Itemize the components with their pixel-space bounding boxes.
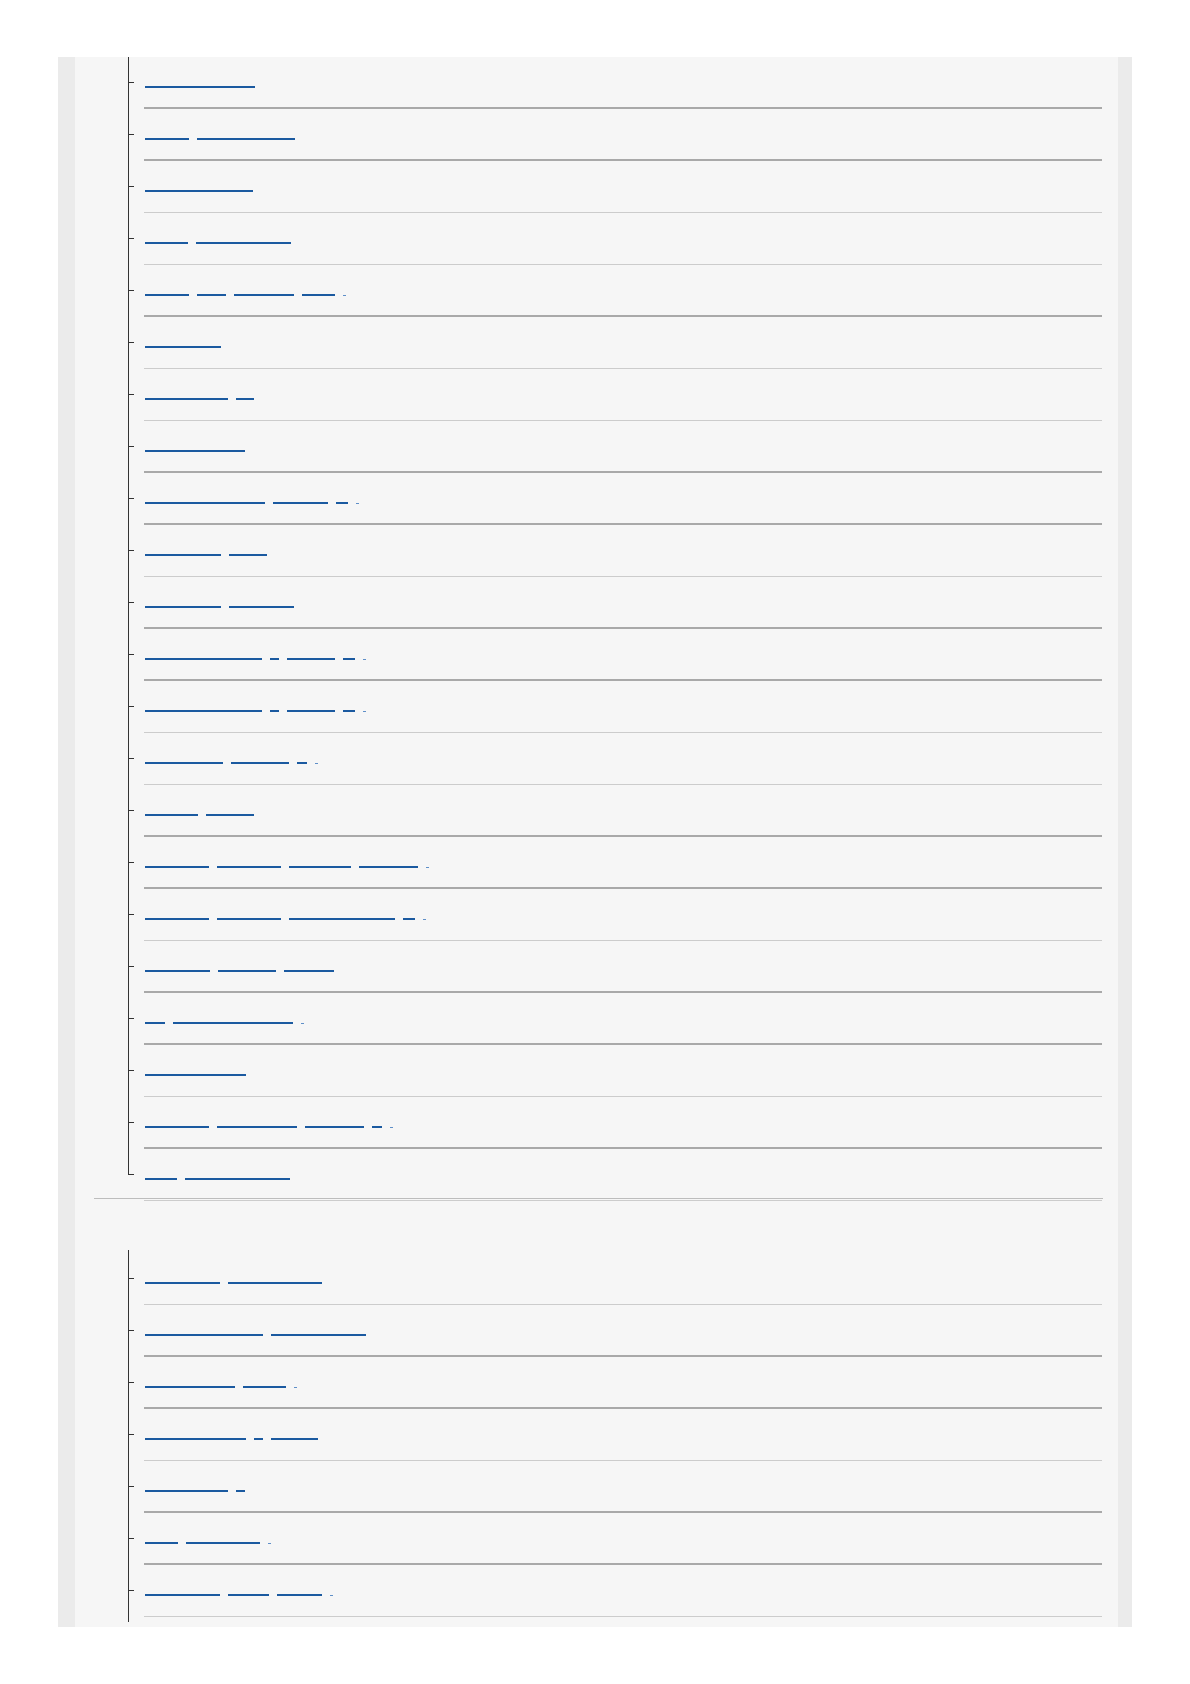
link-underline [271, 1422, 318, 1440]
link-underline [145, 1422, 246, 1440]
tree-branch [128, 1278, 134, 1279]
tree-branch [128, 342, 134, 343]
link-underline [270, 642, 279, 660]
toc-link[interactable] [145, 1266, 330, 1284]
tree-branch [128, 1382, 134, 1383]
toc-item [128, 889, 1102, 941]
link-underline [268, 1526, 271, 1544]
toc-link[interactable] [145, 1578, 333, 1596]
link-underline [294, 1370, 297, 1388]
link-underline [217, 1110, 297, 1128]
tree-branch [128, 1590, 134, 1591]
link-underline [145, 174, 253, 192]
toc-item [128, 161, 1102, 213]
link-underline [145, 486, 265, 504]
link-underline [145, 1058, 246, 1076]
link-underline [426, 850, 429, 868]
link-underline [356, 486, 359, 504]
link-underline [145, 1266, 220, 1284]
tree-branch [128, 1434, 134, 1435]
tree-branch [128, 134, 134, 135]
link-underline [243, 1370, 286, 1388]
section-divider [94, 1198, 1103, 1199]
tree-branch [128, 1330, 134, 1331]
link-underline [228, 1266, 322, 1284]
toc-link[interactable] [145, 538, 275, 556]
link-underline [145, 1006, 165, 1024]
link-underline [363, 694, 366, 712]
tree-branch [128, 1122, 134, 1123]
link-underline [145, 1526, 178, 1544]
link-underline [145, 70, 255, 88]
link-underline [145, 226, 188, 244]
toc-item [128, 1045, 1102, 1097]
tree-branch [128, 914, 134, 915]
tree-branch [128, 186, 134, 187]
toc-item [128, 733, 1102, 785]
link-underline [229, 590, 294, 608]
link-underline [372, 1110, 382, 1128]
toc-group-2 [128, 1253, 1102, 1617]
tree-branch [128, 498, 134, 499]
link-underline [234, 278, 294, 296]
toc-item [128, 1513, 1102, 1565]
toc-link[interactable] [145, 1370, 297, 1388]
tree-branch [128, 290, 134, 291]
toc-link[interactable] [145, 1162, 298, 1180]
link-underline [229, 538, 267, 556]
toc-item [128, 1149, 1102, 1201]
link-underline [145, 1162, 177, 1180]
link-underline [206, 798, 254, 816]
link-underline [145, 590, 221, 608]
toc-item [128, 1305, 1102, 1357]
link-underline [231, 746, 289, 764]
toc-item [128, 629, 1102, 681]
link-underline [254, 1422, 263, 1440]
toc-link[interactable] [145, 798, 262, 816]
link-underline [301, 1006, 304, 1024]
link-underline [403, 902, 415, 920]
tree-branch [128, 1486, 134, 1487]
toc-group-1 [128, 57, 1102, 1201]
link-underline [145, 330, 221, 348]
link-underline [343, 694, 355, 712]
toc-link[interactable] [145, 642, 366, 660]
toc-item [128, 213, 1102, 265]
toc-item [128, 577, 1102, 629]
link-underline [186, 1526, 260, 1544]
link-underline [145, 1110, 209, 1128]
toc-link[interactable] [145, 954, 342, 972]
tree-branch [128, 550, 134, 551]
link-underline [236, 382, 254, 400]
link-underline [423, 902, 426, 920]
toc-item [128, 473, 1102, 525]
toc-link[interactable] [145, 1474, 253, 1492]
link-underline [145, 382, 228, 400]
link-underline [287, 694, 335, 712]
link-underline [305, 1110, 364, 1128]
toc-item [128, 109, 1102, 161]
link-underline [284, 954, 334, 972]
link-underline [173, 1006, 293, 1024]
toc-link[interactable] [145, 1526, 271, 1544]
toc-link[interactable] [145, 850, 429, 868]
toc-item [128, 1253, 1102, 1305]
link-underline [315, 746, 318, 764]
link-underline [145, 1474, 228, 1492]
tree-branch [128, 238, 134, 239]
tree-branch [128, 758, 134, 759]
toc-link[interactable] [145, 1318, 374, 1336]
link-underline [289, 850, 351, 868]
tree-branch [128, 1174, 134, 1175]
toc-link[interactable] [145, 1006, 304, 1024]
toc-item [128, 1097, 1102, 1149]
tree-branch [128, 446, 134, 447]
link-underline [270, 694, 279, 712]
toc-link[interactable] [145, 1110, 393, 1128]
link-underline [343, 642, 355, 660]
link-underline [273, 486, 328, 504]
link-underline [145, 798, 198, 816]
link-underline [217, 850, 281, 868]
link-underline [145, 1578, 220, 1596]
toc-item [128, 57, 1102, 109]
toc-item [128, 681, 1102, 733]
link-underline [145, 902, 209, 920]
tree-branch [128, 82, 134, 83]
link-underline [145, 122, 189, 140]
tree-branch [128, 1538, 134, 1539]
link-underline [363, 642, 366, 660]
link-underline [277, 1578, 322, 1596]
link-underline [297, 746, 307, 764]
link-underline [145, 538, 221, 556]
link-underline [390, 1110, 393, 1128]
tree-branch [128, 706, 134, 707]
link-underline [197, 122, 295, 140]
link-underline [236, 1474, 245, 1492]
link-underline [145, 1370, 235, 1388]
toc-item [128, 317, 1102, 369]
link-underline [145, 642, 262, 660]
toc-link[interactable] [145, 122, 303, 140]
tree-branch [128, 862, 134, 863]
toc-item [128, 993, 1102, 1045]
toc-link[interactable] [145, 226, 299, 244]
tree-branch [128, 1018, 134, 1019]
link-underline [228, 1578, 269, 1596]
toc-link[interactable] [145, 434, 253, 452]
toc-item [128, 265, 1102, 317]
toc-item [128, 1565, 1102, 1617]
toc-link[interactable] [145, 1422, 326, 1440]
toc-link[interactable] [145, 278, 346, 296]
link-underline [287, 642, 335, 660]
toc-link[interactable] [145, 694, 366, 712]
toc-item [128, 1409, 1102, 1461]
link-underline [145, 1318, 263, 1336]
link-underline [218, 954, 276, 972]
toc-link[interactable] [145, 746, 318, 764]
link-underline [145, 434, 245, 452]
toc-link[interactable] [145, 1058, 254, 1076]
toc-link[interactable] [145, 330, 229, 348]
toc-link[interactable] [145, 382, 262, 400]
toc-link[interactable] [145, 902, 426, 920]
toc-link[interactable] [145, 590, 302, 608]
link-underline [145, 278, 189, 296]
link-underline [343, 278, 346, 296]
link-underline [145, 850, 209, 868]
toc-link[interactable] [145, 70, 263, 88]
tree-branch [128, 810, 134, 811]
tree-branch [128, 1070, 134, 1071]
toc-link[interactable] [145, 174, 261, 192]
link-underline [271, 1318, 366, 1336]
link-underline [336, 486, 348, 504]
tree-branch [128, 966, 134, 967]
tree-branch [128, 654, 134, 655]
toc-item [128, 837, 1102, 889]
toc-item [128, 1461, 1102, 1513]
toc-link[interactable] [145, 486, 359, 504]
link-underline [217, 902, 281, 920]
toc-item [128, 369, 1102, 421]
link-underline [359, 850, 418, 868]
tree-branch [128, 394, 134, 395]
row-separator [144, 1616, 1102, 1617]
link-underline [145, 694, 262, 712]
tree-branch [128, 602, 134, 603]
toc-item [128, 421, 1102, 473]
link-underline [185, 1162, 290, 1180]
link-underline [197, 278, 226, 296]
link-underline [145, 746, 223, 764]
toc-item [128, 785, 1102, 837]
link-underline [289, 902, 395, 920]
toc-item [128, 941, 1102, 993]
toc-item [128, 1357, 1102, 1409]
toc-item [128, 525, 1102, 577]
link-underline [302, 278, 335, 296]
link-underline [196, 226, 291, 244]
link-underline [330, 1578, 333, 1596]
row-separator [144, 1200, 1102, 1201]
link-underline [145, 954, 210, 972]
